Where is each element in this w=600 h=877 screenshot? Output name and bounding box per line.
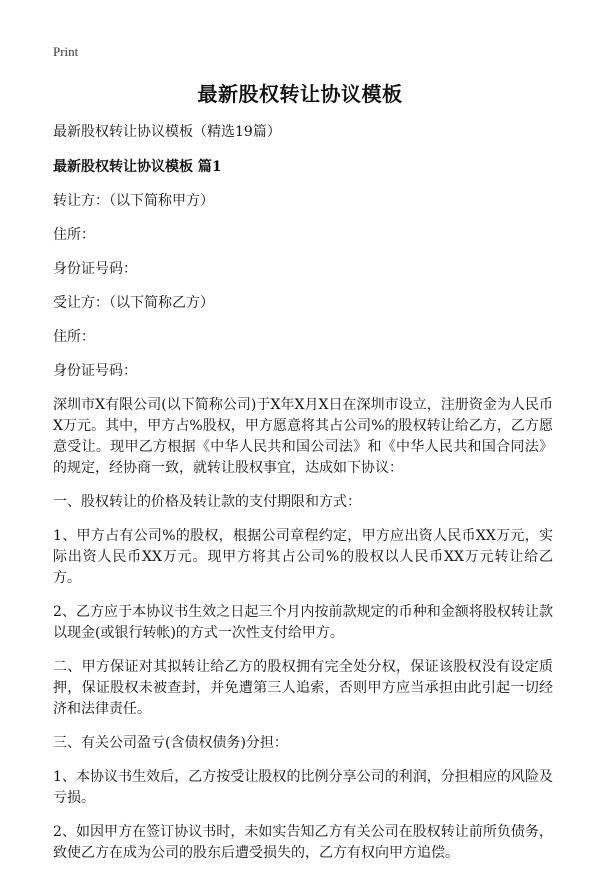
document-title: 最新股权转让协议模板 [197,82,403,106]
transferor-line: 转让方：（以下简称甲方） [53,193,214,209]
print-link[interactable]: Print [53,44,79,59]
transferor-id-line: 身份证号码： [53,261,137,277]
document-body [53,122,553,877]
transferee-line: 受让方：（以下简称乙方） [53,295,214,311]
clause-1-item-1: 1、甲方占有公司%的股权，根据公司章程约定，甲方应出资人民币XX万元，实际出资人民币XX万元。现甲方将其占公司%的股权以人民币XX万元转让给乙方。 [53,528,553,586]
clause-1-item-2: 2、乙方应于本协议书生效之日起三个月内按前款规定的币种和金额将股权转让款以现金(或银行转帐)的方式一次性支付给甲方。 [53,604,553,641]
clause-2-paragraph: 二、甲方保证对其拟转让给乙方的股权拥有完全处分权，保证该股权没有设定质押，保证股权未被查封，并免遭第三人追索，否则甲方应当承担由此引起一切经济和法律责任。 [53,659,553,717]
clause-3-heading: 三、有关公司盈亏(含债权债务)分担： [53,735,288,751]
clause-3-item-1: 1、本协议书生效后，乙方按受让股权的比例分享公司的利润，分担相应的风险及亏损。 [53,769,553,806]
transferee-id-line: 身份证号码： [53,363,137,379]
document-subtitle: 最新股权转让协议模板（精选19篇） [53,124,281,140]
preamble-paragraph: 深圳市X有限公司(以下简称公司)于X年X月X日在深圳市设立，注册资金为人民币X万元。其中，甲方占%股权，甲方愿意将其占公司%的股权转让给乙方，乙方愿意受让。现甲乙方根据《中华人民共和国公司法》和《中华人民共和国合同法》的规定，经协商一致，就转让股权事宜，达成如下协议： [53,397,553,476]
clause-3-item-2: 2、如因甲方在签订协议书时，未如实告知乙方有关公司在股权转让前所负债务，致使乙方在成为公司的股东后遭受损失的，乙方有权向甲方追偿。 [53,824,553,861]
clause-1-heading: 一、股权转让的价格及转让款的支付期限和方式： [53,494,361,510]
transferee-address-line: 住所： [53,329,95,345]
transferor-address-line: 住所： [53,227,95,243]
section-heading: 最新股权转让协议模板 篇1 [53,159,222,175]
